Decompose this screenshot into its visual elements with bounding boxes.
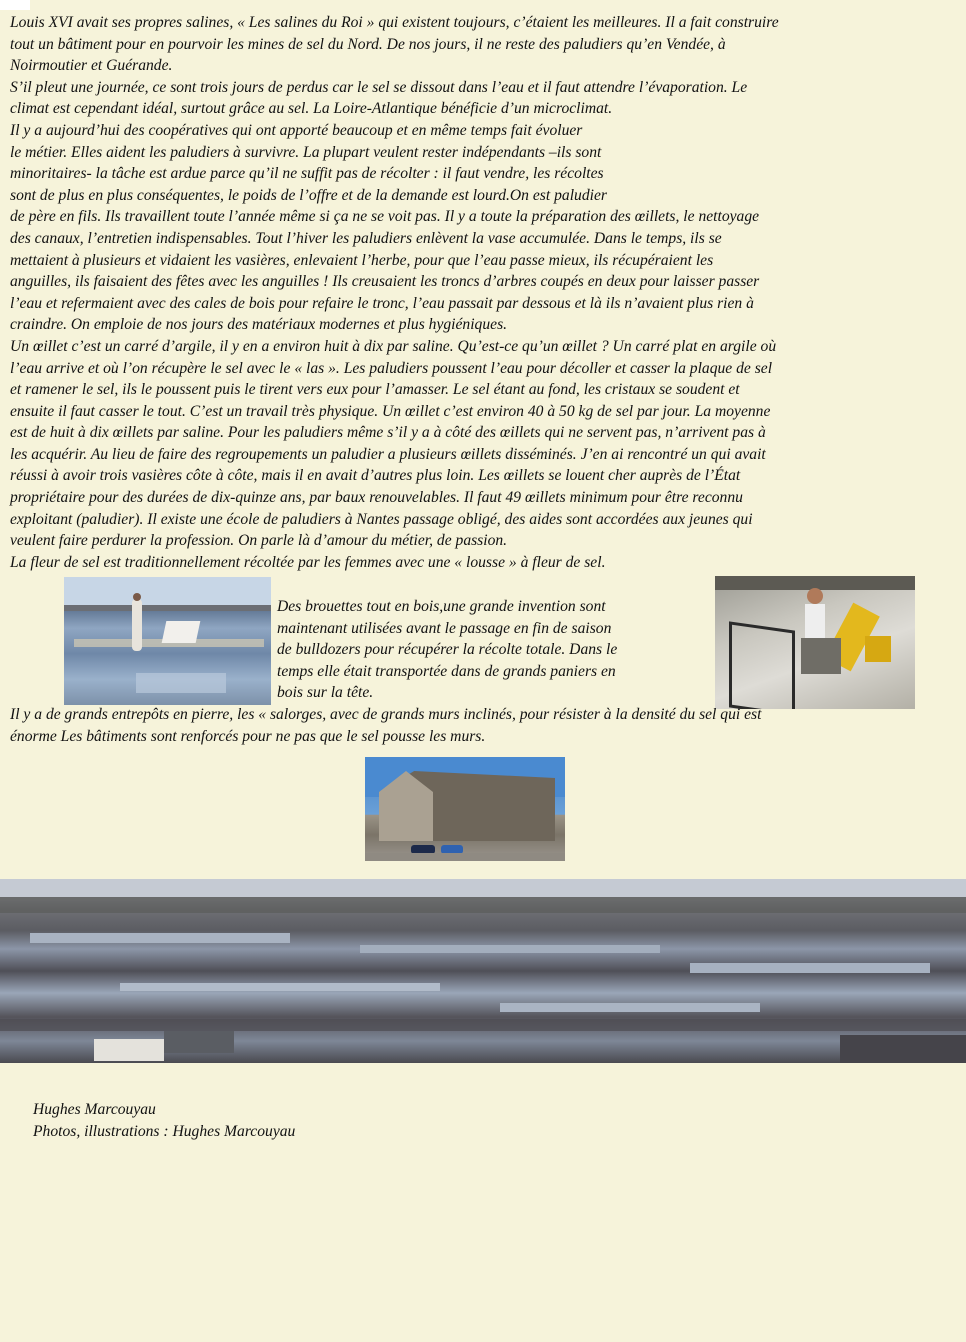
article-body [10, 12, 966, 573]
photo-salorge-warehouse [365, 757, 565, 861]
photo-bulldozer [715, 576, 915, 709]
photo-credits: Photos, illustrations : Hughes Marcouyau [33, 1123, 296, 1140]
author-name: Hughes Marcouyau [33, 1101, 156, 1118]
paragraph-salorges: Il y a de grands entrepôts en pierre, les « salorges, avec de grands murs inclinés, pour résister à la densité du sel qui est énorme Les bâtiments sont renforcés pour ne pas que le sel pousse les murs. [10, 706, 762, 745]
salorges-text [10, 704, 966, 747]
paragraph-salines-du-roi: Louis XVI avait ses propres salines, « Les salines du Roi » qui existent toujours, c’étaient les meilleures. Il a fait construire tout un bâtiment pour en pourvoir les mines de sel du Nord. De nos jours, il ne reste des paludiers qu’en Vendée, à Noirmoutier et Guérande. [10, 14, 779, 75]
paragraph-fleur-de-sel: La fleur de sel est traditionnellement récoltée par les femmes avec une « lousse » à fleur de sel. [10, 553, 606, 571]
paragraph-pluie: S’il pleut une journée, ce sont trois jours de perdus car le sel se dissout dans l’eau et il faut attendre l’évaporation. Le climat est cependant idéal, surtout grâce au sel. La Loire-Atlantique bénéficie d’un microclimat. [10, 78, 748, 118]
photo-salt-marsh-panorama [0, 879, 966, 1063]
photo-caption: Des brouettes tout en bois,une grande invention sont maintenant utilisées avant le passage en fin de saison de bulldozers pour récupérer la récolte totale. Dans le temps elle était transportée dans de grands paniers en bois sur la tête. [277, 598, 618, 702]
corner-mark [0, 0, 30, 10]
paragraph-oeillet: Un œillet c’est un carré d’argile, il y en a environ huit à dix par saline. Qu’est-ce qu’un œillet ? Un carré plat en argile où l’eau arrive et où l’on récupère le sel avec le « las ». Les paludiers poussent l’eau pour décoller et casser la plaque de sel et ramener le sel, ils le poussent puis le tirent vers eux pour l’amasser. Le sel étant au fond, les cristaux se soudent et ensuite il faut casser le tout. C’est un travail très physique. Un œillet c’est environ 40 à 50 kg de sel par jour. La moyenne est de huit à dix œillets par saline. Pour les paludiers même s’il y a à côté des œillets qui ne servent pas, n’arrivent pas à les acquérir. Au lieu de faire des regroupements un paludier a plusieurs œillets disséminés. J’en ai rencontré un qui avait réussi à avoir trois vasières côte à côte, mais il en avait d’autres plus loin. Les œillets se louent cher auprès de l’État propriétaire pour des durées de dix-quinze ans, par baux renouvelables. Il faut 49 œillets minimum pour être reconnu exploitant (paludier). Il existe une école de paludiers à Nantes passage obligé, des aides sont accordées aux jeunes qui veulent faire perdurer la profession. On parle là d’amour du métier, de passion. [10, 337, 777, 550]
signature [33, 1099, 295, 1143]
paragraph-cooperatives: Il y a aujourd’hui des coopératives qui ont apporté beaucoup et en même temps fait évoluer le métier. Elles aident les paludiers à survivre. La plupart veulent rester indépendants –ils sont minoritaires- la tâche est ardue parce qu’il ne suffit pas de récolter : il faut vendre, les récoltes sont de plus en plus conséquentes, le poids de l’offre et de la demande est lourd.On est paludier de père en fils. Ils travaillent toute l’année même si ça ne se voit pas. Il y a toute la préparation des œillets, le nettoyage des canaux, l’entretien indispensables. Tout l’hiver les paludiers enlèvent la vase accumulée. Dans le temps, ils se mettaient à plusieurs et vidaient les vasières, enlevaient l’herbe, pour que l’eau passe mieux, ils récupéraient les anguilles, ils faisaient des fêtes avec les anguilles ! Ils creusaient les troncs d’arbres coupés en deux pour laisser passer l’eau et refermaient avec des cales de bois pour refaire le tronc, l’eau passait par dessous et là ils n’avaient plus rien à craindre. On emploie de nos jours des matériaux modernes et plus hygiéniques. [10, 121, 760, 334]
photo-paludier-salt-pan [64, 577, 271, 705]
